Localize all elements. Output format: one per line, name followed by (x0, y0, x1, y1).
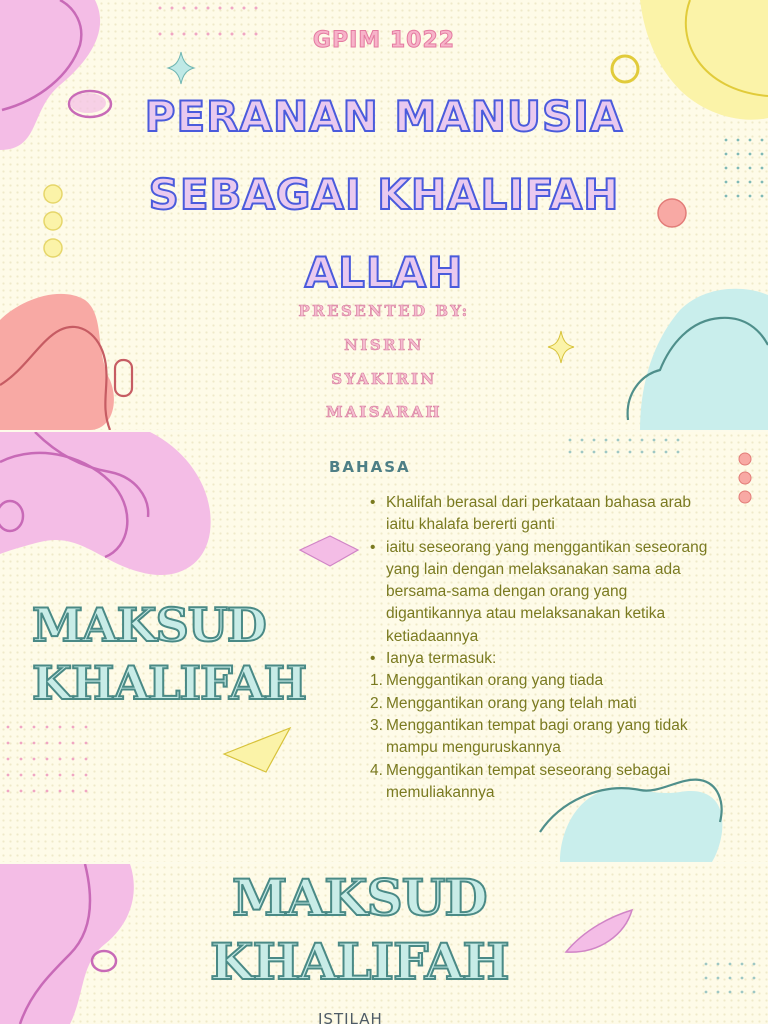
numbered-item (368, 760, 718, 805)
item-text: Menggantikan tempat bagi orang yang tidak mampu menguruskannya (386, 716, 688, 757)
dot-grid-right (725, 139, 764, 198)
heading-maksud: MAKSUD (32, 598, 266, 652)
section-label-istilah: ISTILAH (318, 1010, 383, 1024)
bullet-item: • iaitu seseorang yang menggantikan seseorang yang lain dengan melaksanakan sama ada bersama-sama dengan orang yang digantikannya atau melaksanakan ketika ketiadaannya (368, 537, 718, 648)
yellow-triangle-shape (224, 728, 290, 772)
item-number: 4. (370, 761, 383, 779)
pink-diamond-shape (300, 536, 358, 566)
sparkle-shape (168, 52, 194, 84)
item-text: Menggantikan tempat seseorang sebagai memuliakannya (386, 761, 671, 801)
heading-khalifah: KHALIFAH (32, 656, 307, 710)
pink-blob-shape (0, 864, 134, 1024)
item-number: 1. (370, 672, 383, 690)
pink-wedge-shape (566, 910, 632, 952)
course-code: GPIM 1022 (312, 28, 456, 53)
item-text: Menggantikan orang yang tiada (386, 672, 604, 690)
section-label-bahasa: BAHASA (329, 458, 411, 476)
title-line-3: ALLAH (304, 248, 464, 297)
presenter-name: MAISARAH (325, 403, 442, 421)
title-line-1: PERANAN MANUSIA (144, 92, 624, 141)
definition-slide-istilah (0, 864, 768, 1024)
item-number: 3. (370, 716, 383, 734)
definition-list (368, 492, 718, 804)
title-slide (0, 0, 768, 430)
definition-slide-bahasa (0, 432, 768, 862)
numbered-item (368, 670, 718, 692)
heading-khalifah: KHALIFAH (210, 932, 509, 991)
numbered-item (368, 715, 718, 760)
title-line-2: SEBAGAI KHALIFAH (148, 170, 620, 219)
bullet-item: • Ianya termasuk: (368, 648, 718, 670)
presenter-name: SYAKIRIN (331, 370, 437, 388)
presented-by-label: PRESENTED BY: (298, 302, 470, 320)
numbered-item (368, 693, 718, 715)
presenter-name: NISRIN (344, 336, 424, 354)
item-text: Menggantikan orang yang telah mati (386, 694, 637, 712)
heading-maksud: MAKSUD (232, 868, 487, 927)
item-number: 2. (370, 694, 383, 712)
bullet-item: • Khalifah berasal dari perkataan bahasa arab iaitu khalafa bererti ganti (368, 492, 718, 537)
